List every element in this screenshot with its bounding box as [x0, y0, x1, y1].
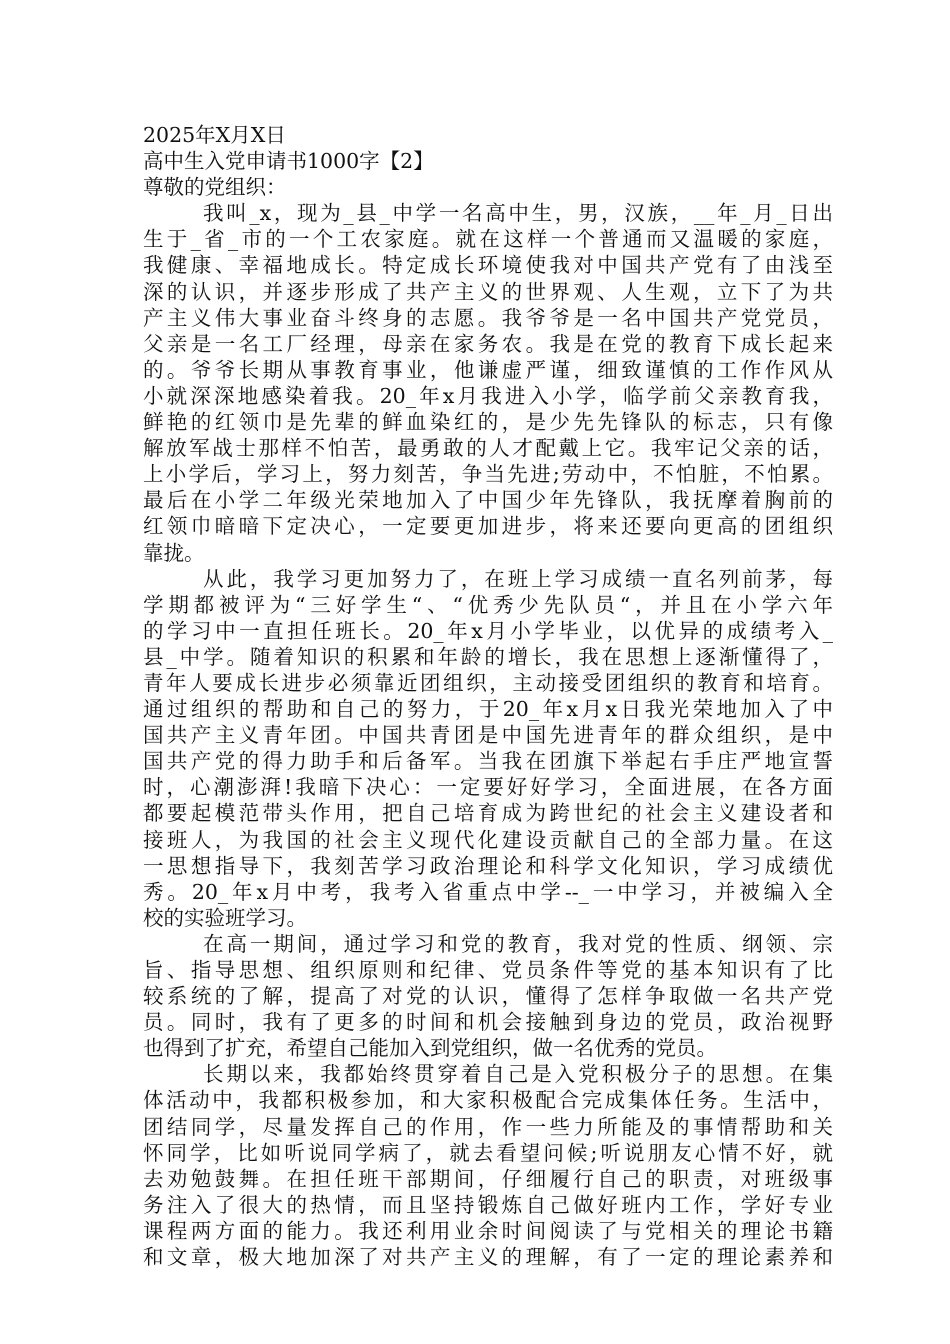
paragraph-1-line: 深的认识，并逐步形成了共产主义的世界观、人生观，立下了为共	[143, 279, 833, 304]
paragraph-3-line: 在高一期间，通过学习和党的教育，我对党的性质、纲领、宗	[203, 931, 833, 956]
paragraph-2-line: 青年人要成长进步必须靠近团组织，主动接受团组织的教育和培育。	[143, 670, 833, 695]
paragraph-1-line: 鲜艳的红领巾是先辈的鲜血染红的，是少先先锋队的标志，只有像	[143, 410, 833, 435]
paragraph-2-line: 时，心潮澎湃!我暗下决心：一定要好好学习，全面进展，在各方面	[143, 775, 833, 800]
paragraph-1-line: 上小学后，学习上，努力刻苦，争当先进;劳动中，不怕脏，不怕累。	[143, 462, 833, 487]
paragraph-3-line: 较系统的了解，提高了对党的认识，懂得了怎样争取做一名共产党	[143, 984, 833, 1009]
paragraph-1-line: 产主义伟大事业奋斗终身的志愿。我爷爷是一名中国共产党党员，	[143, 305, 833, 330]
paragraph-1-line: 的。爷爷长期从事教育事业，他谦虚严谨，细致谨慎的工作作风从	[143, 357, 833, 382]
paragraph-1-line: 解放军战士那样不怕苦，最勇敢的人才配戴上它。我牢记父亲的话，	[143, 436, 833, 461]
paragraph-2-line: 通过组织的帮助和自己的努力，于20_年x月x日我光荣地加入了中	[143, 697, 833, 722]
paragraph-1-line: 我健康、幸福地成长。特定成长环境使我对中国共产党有了由浅至	[143, 253, 833, 278]
paragraph-4-line: 去劝勉鼓舞。在担任班干部期间，仔细履行自己的职责，对班级事	[143, 1166, 833, 1191]
paragraph-1-line: 靠拢。	[143, 540, 205, 565]
paragraph-2-line: 国共产主义青年团。中国共青团是中国先进青年的群众组织，是中	[143, 723, 833, 748]
paragraph-4-line: 课程两方面的能力。我还利用业余时间阅读了与党相关的理论书籍	[143, 1218, 833, 1243]
paragraph-3-line: 旨、指导思想、组织原则和纪律、党员条件等党的基本知识有了比	[143, 958, 833, 982]
paragraph-4-line: 和文章，极大地加深了对共产主义的理解，有了一定的理论素养和	[143, 1245, 833, 1270]
paragraph-4-line: 长期以来，我都始终贯穿着自己是入党积极分子的思想。在集	[203, 1062, 833, 1087]
paragraph-3-line: 也得到了扩充，希望自己能加入到党组织，做一名优秀的党员。	[143, 1036, 717, 1061]
paragraph-3-line: 员。同时，我有了更多的时间和机会接触到身边的党员，政治视野	[143, 1010, 833, 1035]
paragraph-4-line: 务注入了很大的热情，而且坚持锻炼自己做好班内工作，学好专业	[143, 1192, 833, 1217]
paragraph-2-line: 学期都被评为“三好学生“、“优秀少先队员“，并且在小学六年	[143, 592, 833, 617]
paragraph-4-line: 团结同学，尽量发挥自己的作用，作一些力所能及的事情帮助和关	[143, 1114, 833, 1139]
paragraph-1-line: 父亲是一名工厂经理，母亲在家务农。我是在党的教育下成长起来	[143, 331, 833, 356]
date-line: 2025年X月X日	[143, 123, 286, 147]
paragraph-2-line: 国共产党的得力助手和后备军。当我在团旗下举起右手庄严地宣誓	[143, 749, 833, 774]
paragraph-1-line: 红领巾暗暗下定决心，一定要更加进步，将来还要向更高的团组织	[143, 514, 833, 539]
paragraph-2-line: 校的实验班学习。	[143, 905, 307, 930]
paragraph-1-line: 小就深深地感染着我。20_年x月我进入小学，临学前父亲教育我，	[143, 383, 833, 408]
paragraph-2-line: 县_中学。随着知识的积累和年龄的增长，我在思想上逐渐懂得了，	[143, 644, 833, 669]
paragraph-4-line: 怀同学，比如听说同学病了，就去看望问候;听说朋友心情不好，就	[143, 1140, 833, 1165]
paragraph-2-line: 接班人，为我国的社会主义现代化建设贡献自己的全部力量。在这	[143, 827, 833, 852]
paragraph-2-line: 一思想指导下，我刻苦学习政治理论和科学文化知识，学习成绩优	[143, 853, 833, 878]
paragraph-2-line: 秀。20_年x月中考，我考入省重点中学--_一中学习，并被编入全	[143, 879, 833, 904]
paragraph-1-line: 生于_省_市的一个工农家庭。就在这样一个普通而又温暖的家庭，	[143, 227, 833, 252]
salutation: 尊敬的党组织：	[143, 175, 287, 200]
paragraph-4-line: 体活动中，我都积极参加，和大家积极配合完成集体任务。生活中，	[143, 1088, 833, 1113]
document-title: 高中生入党申请书1000字【2】	[143, 149, 434, 174]
document-body	[143, 122, 833, 1270]
paragraph-1-line: 最后在小学二年级光荣地加入了中国少年先锋队，我抚摩着胸前的	[143, 488, 833, 513]
paragraph-1-line: 我叫_x，现为_县_中学一名高中生，男，汉族，__年_月_日出	[203, 201, 833, 226]
paragraph-2-line: 从此，我学习更加努力了，在班上学习成绩一直名列前茅，每	[203, 566, 833, 591]
paragraph-2-line: 都要起模范带头作用，把自己培育成为跨世纪的社会主义建设者和	[143, 801, 833, 826]
paragraph-2-line: 的学习中一直担任班长。20_年x月小学毕业，以优异的成绩考入_	[143, 618, 833, 643]
